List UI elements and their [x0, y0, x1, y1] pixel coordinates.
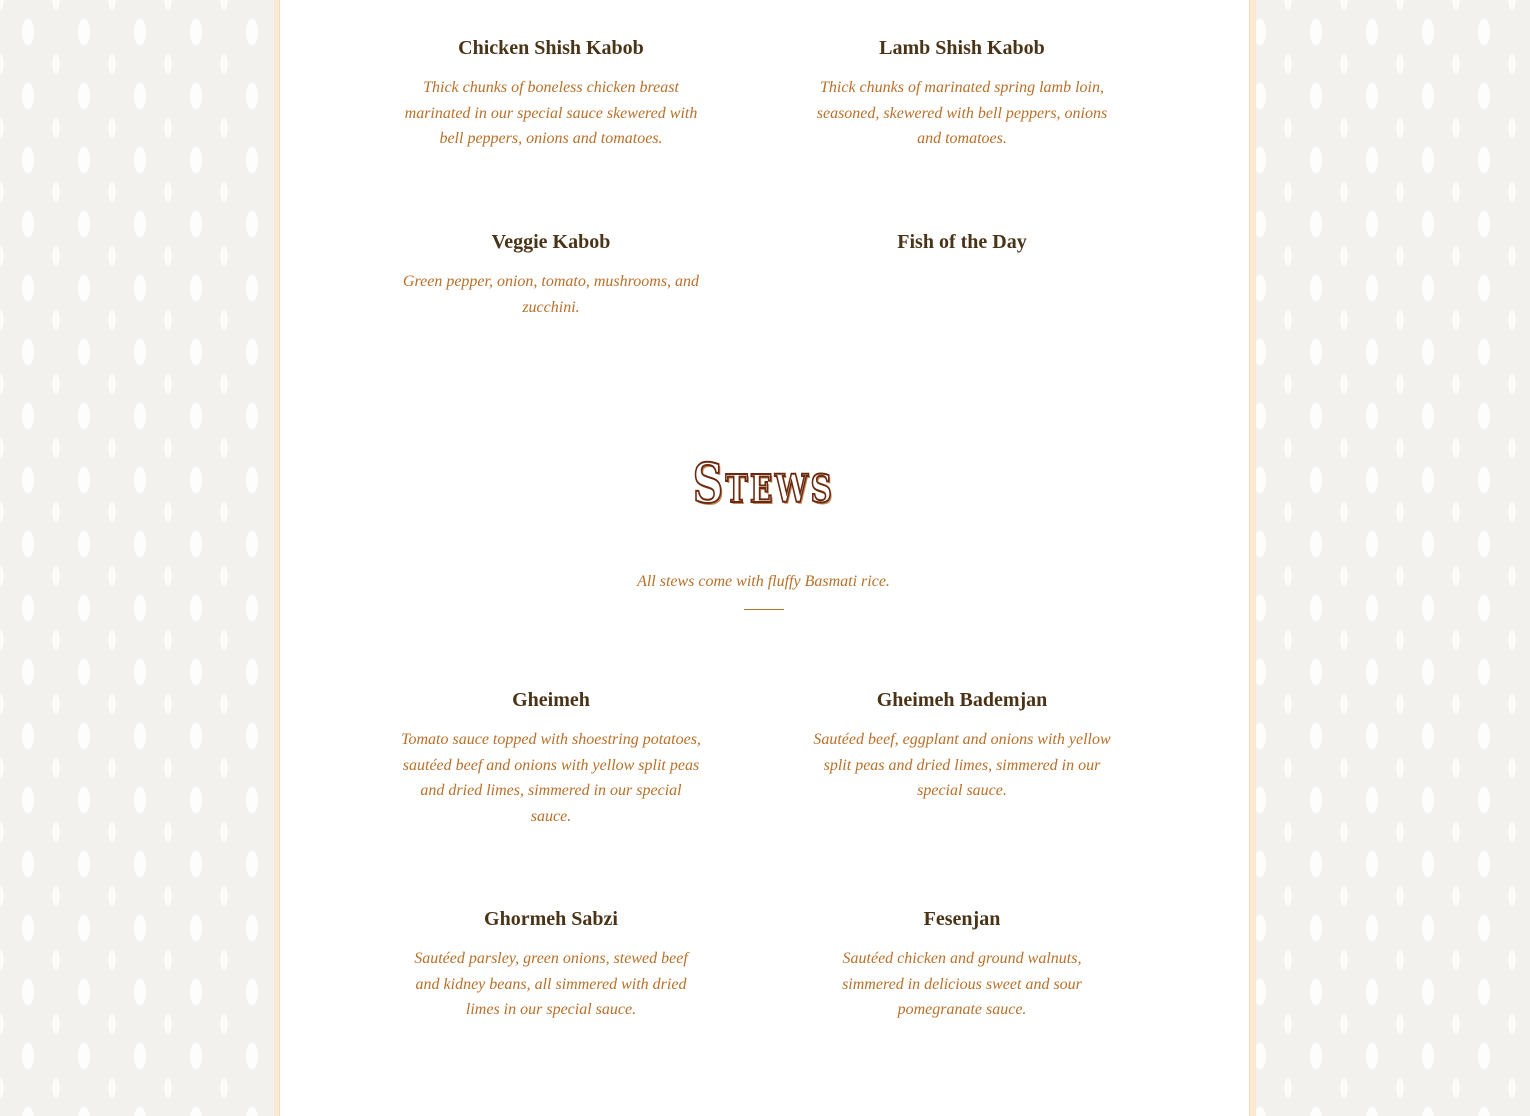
menu-item-description: Thick chunks of boneless chicken breast marinated in our special sauce skewered with bell peppers, onions and tomatoes. — [404, 79, 698, 148]
menu-item-ghormeh-sabzi — [391, 907, 711, 1023]
menu-item-fish-of-the-day — [802, 230, 1122, 269]
section-divider — [744, 609, 784, 610]
menu-item-name: Lamb Shish Kabob — [879, 37, 1045, 59]
menu-item-description: Tomato sauce topped with shoestring potatoes, sautéed beef and onions with yellow split peas and dried limes, simmered in our special sauce. — [401, 731, 701, 825]
menu-item-description: Sautéed parsley, green onions, stewed beef and kidney beans, all simmered with dried limes in our special sauce. — [414, 950, 688, 1019]
menu-item-lamb-shish-kabob — [802, 36, 1122, 152]
menu-item-fesenjan — [802, 907, 1122, 1023]
menu-item-description: Green pepper, onion, tomato, mushrooms, and zucchini. — [402, 273, 700, 316]
menu-item-name: Fesenjan — [923, 908, 1001, 930]
menu-item-gheimeh-bademjan — [802, 688, 1122, 804]
menu-item-name: Chicken Shish Kabob — [458, 37, 644, 59]
menu-item-name: Veggie Kabob — [491, 231, 611, 253]
menu-item-veggie-kabob — [391, 230, 711, 320]
section-subtitle: All stews come with fluffy Basmati rice. — [637, 573, 890, 590]
menu-item-description: Thick chunks of marinated spring lamb loin, seasoned, skewered with bell peppers, onions and tomatoes. — [816, 79, 1108, 148]
menu-item-description: Sautéed beef, eggplant and onions with yellow split peas and dried limes, simmered in our special sauce. — [813, 731, 1111, 800]
menu-item-name: Fish of the Day — [897, 231, 1027, 253]
menu-item-chicken-shish-kabob — [391, 36, 711, 152]
section-title-stews: Stews — [692, 451, 835, 515]
menu-item-gheimeh — [391, 688, 711, 829]
menu-item-name: Gheimeh — [512, 689, 590, 711]
menu-item-description: Sautéed chicken and ground walnuts, simmered in delicious sweet and sour pomegranate sauce. — [842, 950, 1082, 1019]
menu-item-name: Gheimeh Bademjan — [876, 689, 1048, 711]
menu-item-name: Ghormeh Sabzi — [484, 908, 618, 930]
